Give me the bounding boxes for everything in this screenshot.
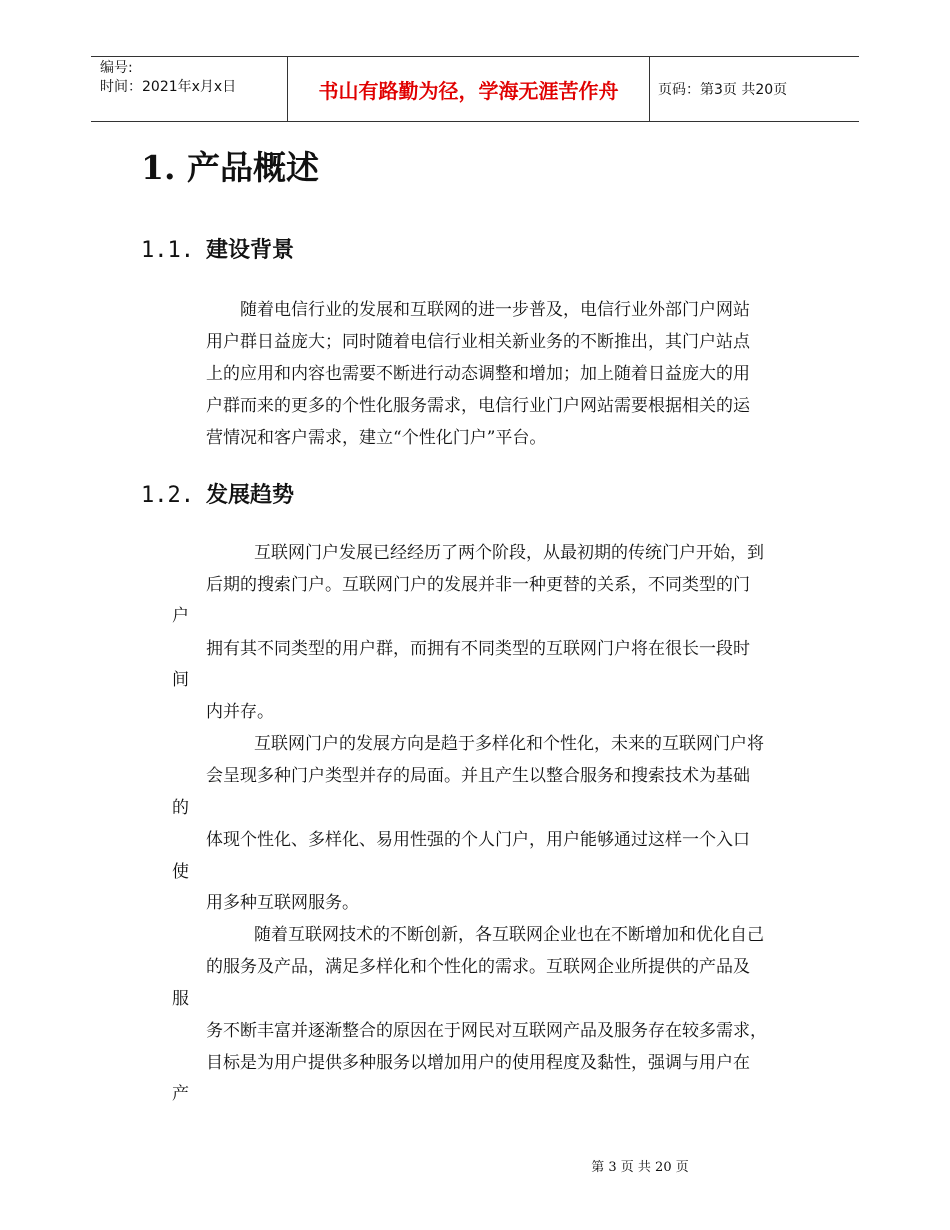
paragraph-line: 内并存。	[206, 702, 274, 722]
paragraph-line: 会呈现多种门户类型并存的局面。并且产生以整合服务和搜索技术为基础	[206, 766, 750, 786]
section-title: 发展趋势	[205, 483, 294, 508]
document-title: 1. 产品概述	[141, 148, 319, 187]
paragraph-line: 目标是为用户提供多种服务以增加用户的使用程度及黏性，强调与用户在	[206, 1053, 750, 1073]
paragraph-line: 后期的搜索门户。互联网门户的发展并非一种更替的关系，不同类型的门	[206, 575, 750, 595]
section-heading-1-1	[141, 233, 294, 264]
paragraph-line: 用户群日益庞大；同时随着电信行业相关新业务的不断推出，其门户站点	[206, 332, 750, 352]
paragraph-line: 随着电信行业的发展和互联网的进一步普及，电信行业外部门户网站	[240, 300, 750, 320]
time-label: 时间：2021年x月x日	[100, 79, 237, 95]
paragraph-line: 使	[172, 862, 189, 882]
section-title: 建设背景	[205, 238, 294, 263]
paragraph-line: 务不断丰富并逐渐整合的原因在于网民对互联网产品及服务存在较多需求，	[206, 1021, 767, 1041]
paragraph-line: 营情况和客户需求，建立“个性化门户”平台。	[206, 428, 547, 448]
paragraph-line: 的	[172, 798, 189, 818]
section-number: 1.2.	[141, 483, 194, 508]
paragraph-line: 互联网门户发展已经经历了两个阶段，从最初期的传统门户开始，到	[254, 543, 764, 563]
paragraph-line: 服	[172, 989, 189, 1009]
paragraph-line: 互联网门户的发展方向是趋于多样化和个性化，未来的互联网门户将	[254, 734, 764, 754]
header-motto: 书山有路勤为径，学海无涯苦作舟	[287, 57, 650, 121]
page-header	[91, 56, 859, 122]
paragraph-line: 产	[172, 1084, 189, 1104]
header-meta	[91, 57, 287, 121]
paragraph-line: 户	[172, 606, 189, 626]
paragraph-line: 的服务及产品，满足多样化和个性化的需求。互联网企业所提供的产品及	[206, 957, 750, 977]
paragraph-line: 随着互联网技术的不断创新，各互联网企业也在不断增加和优化自己	[254, 925, 764, 945]
section-heading-1-2	[141, 478, 294, 509]
paragraph-line: 间	[172, 670, 189, 690]
paragraph-line: 体现个性化、多样化、易用性强的个人门户，用户能够通过这样一个入口	[206, 830, 750, 850]
paragraph-line: 户群而来的更多的个性化服务需求，电信行业门户网站需要根据相关的运	[206, 396, 750, 416]
paragraph-line: 拥有其不同类型的用户群，而拥有不同类型的互联网门户将在很长一段时	[206, 639, 750, 659]
section-number: 1.1.	[141, 238, 194, 263]
number-label: 编号:	[100, 60, 133, 76]
paragraph-line: 用多种互联网服务。	[206, 893, 359, 913]
header-page-info: 页码：第3页 共20页	[658, 82, 788, 98]
page-footer: 第 3 页 共 20 页	[591, 1160, 689, 1175]
paragraph-line: 上的应用和内容也需要不断进行动态调整和增加；加上随着日益庞大的用	[206, 364, 750, 384]
